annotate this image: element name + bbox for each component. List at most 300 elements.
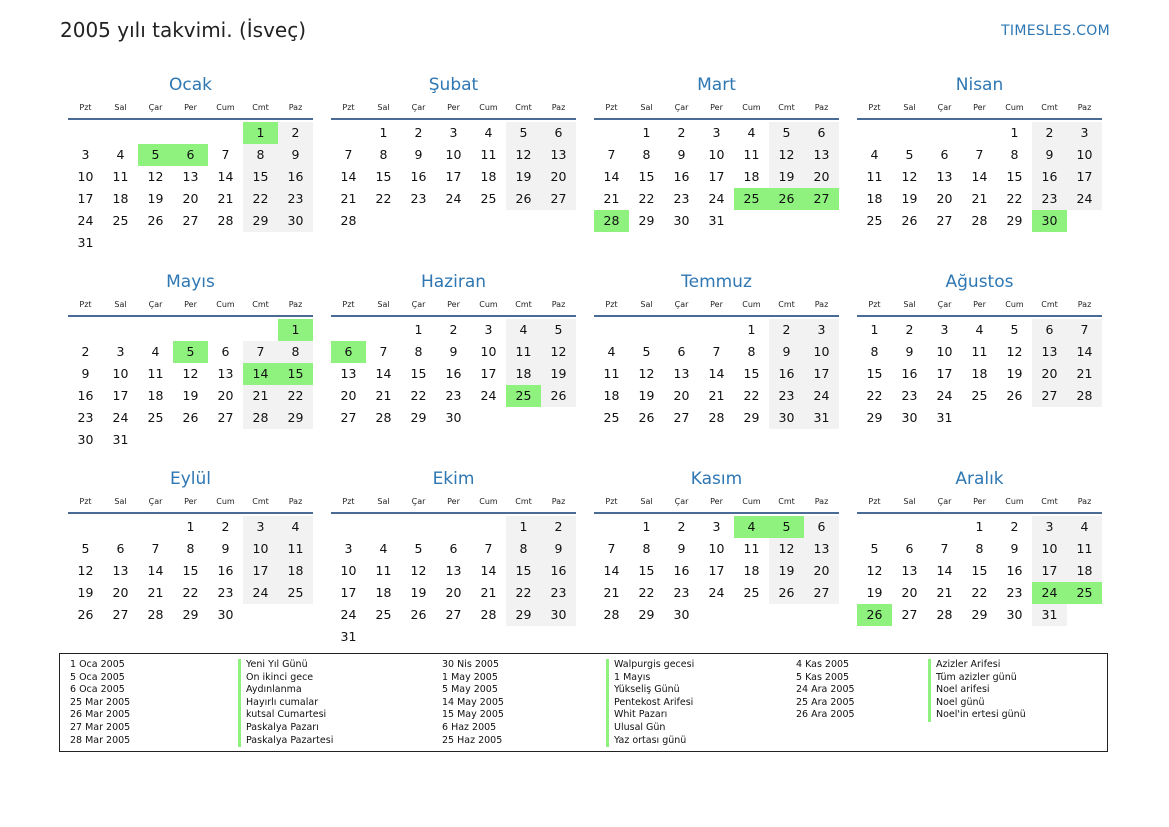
day-cell: 13 <box>340 366 357 381</box>
day-empty <box>857 516 892 538</box>
day-cell-weekend: 2 <box>769 319 804 341</box>
day-cell: 7 <box>975 147 984 162</box>
legend-holiday-name: Yükseliş Günü <box>606 684 694 697</box>
day-cell-weekend: 19 <box>769 560 804 582</box>
day-cell-holiday: 27 <box>804 188 839 210</box>
day-cell: 22 <box>182 585 199 600</box>
legend-names-column <box>606 659 694 747</box>
day-empty <box>594 319 629 341</box>
day-cell: 17 <box>708 169 725 184</box>
day-cell-weekend: 27 <box>541 188 576 210</box>
weekday-label: Pzt <box>605 497 618 506</box>
day-cell: 10 <box>708 147 725 162</box>
day-cell: 9 <box>677 147 686 162</box>
day-cell: 15 <box>182 563 199 578</box>
day-cell-holiday: 6 <box>331 341 366 363</box>
legend-holiday-name: Paskalya Pazarı <box>238 722 333 735</box>
day-cell: 16 <box>217 563 234 578</box>
day-cell: 10 <box>708 541 725 556</box>
day-cell: 23 <box>77 410 94 425</box>
day-cell: 8 <box>870 344 879 359</box>
weekday-label: Sal <box>114 300 127 309</box>
day-cell: 7 <box>151 541 160 556</box>
month-name: Ağustos <box>945 272 1014 292</box>
day-grid <box>594 122 839 232</box>
month-name: Aralık <box>955 469 1004 489</box>
legend-holiday-name: Noel arifesi <box>928 684 1026 697</box>
day-cell: 11 <box>743 147 760 162</box>
day-cell-weekend: 24 <box>804 385 839 407</box>
day-cell: 3 <box>484 322 493 337</box>
day-cell: 26 <box>182 410 199 425</box>
day-cell: 23 <box>673 585 690 600</box>
day-cell-weekend: 19 <box>769 166 804 188</box>
day-cell-weekend: 5 <box>769 122 804 144</box>
day-cell: 27 <box>340 410 357 425</box>
day-cell-holiday: 28 <box>594 210 629 232</box>
day-cell: 11 <box>743 541 760 556</box>
page-title: 2005 yılı takvimi. (İsveç) <box>60 18 307 42</box>
day-cell: 21 <box>340 191 357 206</box>
day-grid <box>857 516 1102 626</box>
day-cell-weekend: 2 <box>1032 122 1067 144</box>
day-cell: 1 <box>379 125 388 140</box>
day-cell: 22 <box>638 585 655 600</box>
weekday-label: Cum <box>742 497 761 506</box>
day-cell: 2 <box>414 125 423 140</box>
month-block <box>857 72 1102 269</box>
month-name: Şubat <box>428 75 479 95</box>
weekday-label: Per <box>973 497 986 506</box>
month-block <box>68 72 313 269</box>
legend-names-column <box>238 659 333 747</box>
day-cell-weekend: 17 <box>804 363 839 385</box>
legend-holiday-name: Paskalya Pazartesi <box>238 735 333 748</box>
weekday-label: Cum <box>216 300 235 309</box>
day-cell: 5 <box>870 541 879 556</box>
weekday-label: Pzt <box>79 497 92 506</box>
day-cell: 28 <box>708 410 725 425</box>
weekday-label: Per <box>710 103 723 112</box>
month-name: Mart <box>697 75 736 95</box>
day-cell: 22 <box>1006 191 1023 206</box>
day-cell: 6 <box>449 541 458 556</box>
legend-holiday-name: Hayırlı cumalar <box>238 697 333 710</box>
day-grid <box>331 122 576 232</box>
day-cell: 6 <box>677 344 686 359</box>
day-cell: 7 <box>712 344 721 359</box>
weekday-label: Sal <box>903 497 916 506</box>
day-cell-weekend: 30 <box>541 604 576 626</box>
weekday-label: Çar <box>674 497 689 506</box>
legend-date: 15 May 2005 <box>442 709 504 721</box>
day-cell: 14 <box>603 169 620 184</box>
weekday-label: Pzt <box>342 103 355 112</box>
day-cell: 30 <box>673 607 690 622</box>
weekday-label: Çar <box>937 497 952 506</box>
day-cell: 12 <box>866 563 883 578</box>
day-cell: 22 <box>971 585 988 600</box>
day-empty <box>436 516 471 538</box>
day-cell-weekend: 5 <box>541 319 576 341</box>
day-cell: 25 <box>603 410 620 425</box>
weekday-label: Per <box>973 300 986 309</box>
day-cell: 6 <box>905 541 914 556</box>
day-cell-weekend: 6 <box>1032 319 1067 341</box>
day-cell-holiday: 1 <box>278 319 313 341</box>
weekday-label: Paz <box>288 300 303 309</box>
day-cell: 24 <box>77 213 94 228</box>
legend-date: 26 Ara 2005 <box>796 709 855 721</box>
day-cell: 21 <box>971 191 988 206</box>
day-cell-weekend: 3 <box>1032 516 1067 538</box>
day-cell: 9 <box>221 541 230 556</box>
day-cell: 19 <box>182 388 199 403</box>
day-cell: 21 <box>147 585 164 600</box>
day-cell-weekend: 7 <box>243 341 278 363</box>
brand-link[interactable]: TIMESLES.COM <box>1001 23 1110 39</box>
day-cell-holiday: 14 <box>243 363 278 385</box>
weekday-label: Paz <box>814 497 829 506</box>
day-empty <box>927 516 962 538</box>
day-cell: 11 <box>866 169 883 184</box>
day-cell-weekend: 13 <box>541 144 576 166</box>
day-cell: 26 <box>1006 388 1023 403</box>
day-cell: 29 <box>866 410 883 425</box>
day-cell-weekend: 12 <box>769 538 804 560</box>
day-cell: 10 <box>936 344 953 359</box>
weekday-label: Cmt <box>515 497 532 506</box>
weekday-label: Çar <box>411 300 426 309</box>
day-cell: 3 <box>81 147 90 162</box>
day-cell: 29 <box>410 410 427 425</box>
day-cell: 31 <box>708 213 725 228</box>
legend-date: 5 Kas 2005 <box>796 671 850 683</box>
day-cell: 27 <box>182 213 199 228</box>
day-cell: 4 <box>747 125 756 140</box>
day-cell: 14 <box>971 169 988 184</box>
day-cell-weekend: 8 <box>243 144 278 166</box>
weekday-label: Cmt <box>252 497 269 506</box>
day-cell: 21 <box>936 585 953 600</box>
day-cell: 17 <box>936 366 953 381</box>
day-cell-weekend: 27 <box>1032 385 1067 407</box>
day-cell-weekend: 22 <box>506 582 541 604</box>
day-cell: 18 <box>743 563 760 578</box>
day-cell-weekend: 6 <box>804 122 839 144</box>
month-block <box>331 72 576 269</box>
day-cell: 4 <box>116 147 125 162</box>
day-grid <box>594 516 839 626</box>
day-cell-weekend: 11 <box>506 341 541 363</box>
weekday-label: Cmt <box>1041 300 1058 309</box>
day-cell: 20 <box>936 191 953 206</box>
day-grid <box>68 319 313 451</box>
legend-date: 26 Mar 2005 <box>70 709 131 721</box>
day-cell: 8 <box>975 541 984 556</box>
legend-holiday-name: Noel'in ertesi günü <box>928 709 1026 722</box>
day-cell: 1 <box>414 322 423 337</box>
day-cell: 13 <box>182 169 199 184</box>
day-cell: 27 <box>112 607 129 622</box>
day-cell: 4 <box>975 322 984 337</box>
day-cell: 9 <box>677 541 686 556</box>
weekday-label: Per <box>973 103 986 112</box>
month-name: Haziran <box>420 272 487 292</box>
day-cell: 18 <box>971 366 988 381</box>
day-cell: 29 <box>1006 213 1023 228</box>
day-cell: 2 <box>905 322 914 337</box>
day-cell: 16 <box>77 388 94 403</box>
day-cell: 14 <box>603 563 620 578</box>
day-cell: 20 <box>901 585 918 600</box>
day-cell-weekend: 23 <box>278 188 313 210</box>
weekday-label: Cum <box>742 300 761 309</box>
weekday-header <box>68 492 313 514</box>
day-cell: 20 <box>445 585 462 600</box>
day-empty <box>103 319 138 341</box>
day-cell: 28 <box>936 607 953 622</box>
day-empty <box>366 516 401 538</box>
day-cell: 12 <box>77 563 94 578</box>
day-cell: 1 <box>870 322 879 337</box>
day-cell: 31 <box>936 410 953 425</box>
day-cell: 2 <box>449 322 458 337</box>
day-cell: 2 <box>81 344 90 359</box>
day-cell: 31 <box>77 235 94 250</box>
day-cell: 2 <box>221 519 230 534</box>
day-cell: 2 <box>677 125 686 140</box>
day-cell-weekend: 13 <box>804 144 839 166</box>
day-cell: 8 <box>642 147 651 162</box>
day-cell: 1 <box>186 519 195 534</box>
day-cell: 24 <box>708 191 725 206</box>
day-grid <box>68 122 313 254</box>
day-cell-weekend: 12 <box>769 144 804 166</box>
day-cell: 15 <box>743 366 760 381</box>
day-cell-weekend: 4 <box>506 319 541 341</box>
day-cell: 16 <box>445 366 462 381</box>
day-cell: 7 <box>379 344 388 359</box>
day-cell-weekend: 16 <box>278 166 313 188</box>
day-cell: 21 <box>217 191 234 206</box>
day-cell: 12 <box>1006 344 1023 359</box>
day-cell: 17 <box>445 169 462 184</box>
day-cell: 2 <box>677 519 686 534</box>
day-empty <box>331 516 366 538</box>
day-cell: 31 <box>112 432 129 447</box>
weekday-label: Per <box>184 103 197 112</box>
weekday-header <box>594 492 839 514</box>
day-cell: 11 <box>480 147 497 162</box>
day-cell: 19 <box>866 585 883 600</box>
day-cell: 23 <box>901 388 918 403</box>
day-cell-weekend: 3 <box>804 319 839 341</box>
day-cell: 19 <box>901 191 918 206</box>
day-cell-weekend: 26 <box>506 188 541 210</box>
weekday-label: Pzt <box>868 300 881 309</box>
day-cell: 20 <box>112 585 129 600</box>
day-cell-weekend: 20 <box>1032 363 1067 385</box>
day-cell: 14 <box>217 169 234 184</box>
day-cell: 25 <box>375 607 392 622</box>
day-cell: 15 <box>638 563 655 578</box>
day-cell-weekend: 29 <box>506 604 541 626</box>
day-cell: 23 <box>410 191 427 206</box>
day-cell-weekend: 9 <box>278 144 313 166</box>
day-cell: 13 <box>936 169 953 184</box>
weekday-label: Cmt <box>1041 497 1058 506</box>
day-cell: 9 <box>414 147 423 162</box>
day-cell: 22 <box>375 191 392 206</box>
day-empty <box>103 516 138 538</box>
day-cell: 18 <box>743 169 760 184</box>
day-cell-weekend: 30 <box>278 210 313 232</box>
weekday-label: Çar <box>937 103 952 112</box>
day-cell-weekend: 11 <box>1067 538 1102 560</box>
day-cell: 1 <box>642 519 651 534</box>
day-cell: 23 <box>445 388 462 403</box>
day-empty <box>629 319 664 341</box>
weekday-label: Paz <box>814 300 829 309</box>
day-cell-weekend: 6 <box>804 516 839 538</box>
day-cell: 20 <box>340 388 357 403</box>
day-cell-weekend: 7 <box>1067 319 1102 341</box>
day-empty <box>208 319 243 341</box>
weekday-label: Pzt <box>868 497 881 506</box>
day-cell: 14 <box>480 563 497 578</box>
day-empty <box>208 122 243 144</box>
day-cell-weekend: 10 <box>243 538 278 560</box>
day-cell: 28 <box>603 607 620 622</box>
day-cell: 16 <box>410 169 427 184</box>
day-empty <box>892 122 927 144</box>
month-block <box>857 269 1102 466</box>
weekday-label: Per <box>447 103 460 112</box>
month-block <box>594 269 839 466</box>
day-cell-holiday: 26 <box>857 604 892 626</box>
day-cell: 5 <box>905 147 914 162</box>
month-name: Ocak <box>169 75 212 95</box>
day-empty <box>68 319 103 341</box>
day-cell: 12 <box>901 169 918 184</box>
weekday-header <box>857 492 1102 514</box>
day-cell-weekend: 31 <box>804 407 839 429</box>
day-cell: 11 <box>147 366 164 381</box>
day-cell: 15 <box>1006 169 1023 184</box>
day-cell: 1 <box>1010 125 1019 140</box>
weekday-label: Çar <box>148 103 163 112</box>
day-cell-weekend: 10 <box>1032 538 1067 560</box>
day-cell: 15 <box>410 366 427 381</box>
day-cell: 28 <box>340 213 357 228</box>
weekday-header <box>68 295 313 317</box>
day-cell: 1 <box>747 322 756 337</box>
weekday-label: Paz <box>551 300 566 309</box>
legend-date: 5 Oca 2005 <box>70 671 125 683</box>
weekday-label: Cum <box>1005 103 1024 112</box>
legend-holiday-name: Pentekost Arifesi <box>606 697 694 710</box>
day-cell: 21 <box>480 585 497 600</box>
day-cell: 20 <box>182 191 199 206</box>
day-cell: 8 <box>379 147 388 162</box>
day-cell: 28 <box>971 213 988 228</box>
day-cell: 12 <box>182 366 199 381</box>
weekday-label: Per <box>184 497 197 506</box>
day-cell: 27 <box>217 410 234 425</box>
legend-holiday-name: Tüm azizler günü <box>928 672 1026 685</box>
day-cell: 12 <box>638 366 655 381</box>
day-cell-weekend: 17 <box>243 560 278 582</box>
day-cell: 25 <box>147 410 164 425</box>
day-empty <box>138 319 173 341</box>
day-cell: 13 <box>673 366 690 381</box>
day-cell-weekend: 19 <box>541 363 576 385</box>
day-cell: 5 <box>414 541 423 556</box>
day-cell-weekend: 22 <box>278 385 313 407</box>
day-cell-weekend: 28 <box>243 407 278 429</box>
day-cell: 10 <box>445 147 462 162</box>
day-empty <box>331 122 366 144</box>
weekday-label: Cmt <box>252 103 269 112</box>
day-cell-weekend: 11 <box>278 538 313 560</box>
weekday-label: Cum <box>479 497 498 506</box>
weekday-label: Sal <box>377 300 390 309</box>
day-cell: 18 <box>112 191 129 206</box>
day-cell: 23 <box>1006 585 1023 600</box>
day-cell: 29 <box>743 410 760 425</box>
day-cell-weekend: 21 <box>1067 363 1102 385</box>
day-cell: 3 <box>940 322 949 337</box>
day-cell: 4 <box>379 541 388 556</box>
day-cell: 7 <box>484 541 493 556</box>
day-empty <box>471 516 506 538</box>
day-cell: 2 <box>1010 519 1019 534</box>
day-cell: 26 <box>147 213 164 228</box>
day-empty <box>173 122 208 144</box>
day-cell: 25 <box>480 191 497 206</box>
month-block <box>857 466 1102 663</box>
day-cell: 8 <box>1010 147 1019 162</box>
day-cell-holiday: 25 <box>734 188 769 210</box>
legend-date: 6 Haz 2005 <box>442 721 497 733</box>
legend-names-column <box>928 659 1026 722</box>
day-empty <box>243 319 278 341</box>
day-cell: 9 <box>449 344 458 359</box>
day-empty <box>138 122 173 144</box>
weekday-header <box>331 492 576 514</box>
legend-holiday-name: Whit Pazarı <box>606 709 694 722</box>
day-empty <box>594 122 629 144</box>
day-cell: 23 <box>673 191 690 206</box>
weekday-label: Çar <box>674 103 689 112</box>
day-empty <box>331 319 366 341</box>
day-cell: 27 <box>673 410 690 425</box>
day-cell: 14 <box>936 563 953 578</box>
day-grid <box>594 319 839 429</box>
day-cell-weekend: 17 <box>1032 560 1067 582</box>
day-cell: 26 <box>638 410 655 425</box>
legend-holiday-name: On ikinci gece <box>238 672 333 685</box>
day-cell: 4 <box>151 344 160 359</box>
day-cell: 8 <box>414 344 423 359</box>
day-cell: 4 <box>870 147 879 162</box>
day-cell: 4 <box>484 125 493 140</box>
day-cell-weekend: 2 <box>278 122 313 144</box>
day-cell: 13 <box>217 366 234 381</box>
day-cell: 14 <box>340 169 357 184</box>
legend-date: 30 Nis 2005 <box>442 659 499 670</box>
